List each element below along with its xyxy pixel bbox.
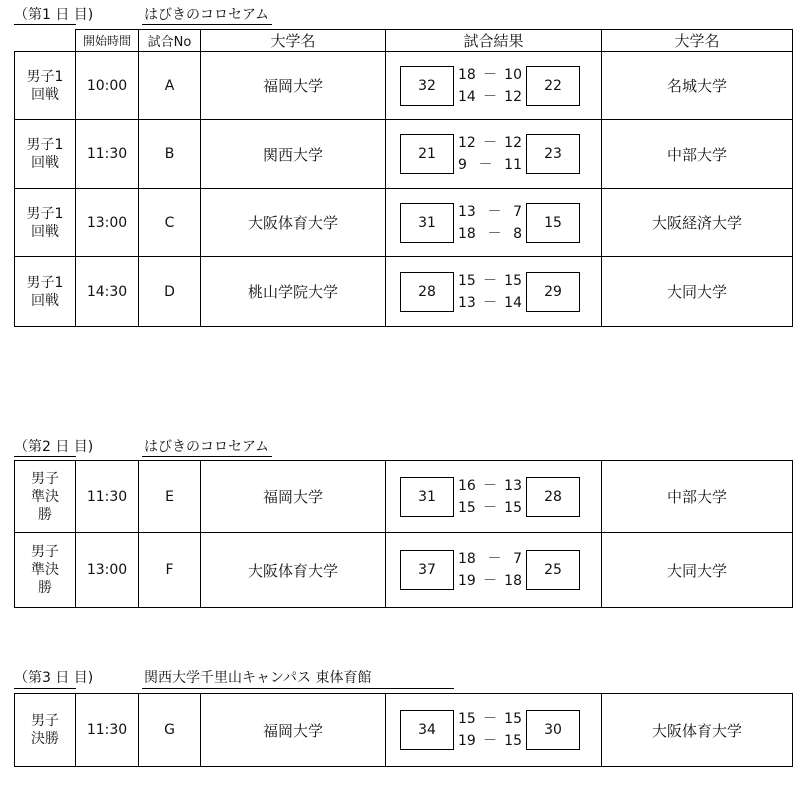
- team2-name: 大阪体育大学: [602, 694, 793, 767]
- half-score-team1: 19: [458, 573, 476, 589]
- round-line: 勝: [38, 580, 52, 596]
- result-cell: [386, 461, 602, 533]
- result-cell: [386, 52, 602, 120]
- half-score-line: [458, 64, 522, 86]
- half-score-team2: 14: [504, 294, 522, 311]
- match-row: [15, 461, 793, 533]
- half-score-team2: 7: [513, 551, 522, 567]
- team2-name: 大阪経済大学: [602, 189, 793, 257]
- team2-total-score: 30: [526, 710, 580, 750]
- match-row: [15, 189, 793, 257]
- result-cell: [386, 533, 602, 608]
- half-score-line: [458, 223, 522, 245]
- round-line: 決勝: [31, 731, 59, 747]
- team1-total-score: 32: [400, 66, 454, 106]
- score-dash: －: [487, 551, 502, 567]
- half-score-team2: 15: [504, 711, 522, 727]
- half-scores: [458, 64, 522, 108]
- time-cell: 10:00: [76, 52, 139, 120]
- half-score-team1: 9: [458, 157, 467, 173]
- result-cell: [386, 257, 602, 327]
- half-score-team1: 13: [458, 294, 476, 311]
- half-scores: [458, 201, 522, 245]
- half-score-line: [458, 475, 522, 497]
- half-score-line: [458, 497, 522, 519]
- half-score-team1: 12: [458, 135, 476, 151]
- team1-name: 桃山学院大学: [201, 257, 386, 327]
- round-cell: [15, 52, 76, 120]
- time-cell: 14:30: [76, 257, 139, 327]
- team2-name: 中部大学: [602, 461, 793, 533]
- team1-name: 福岡大学: [201, 52, 386, 120]
- half-score-team1: 15: [458, 711, 476, 727]
- half-scores: [458, 548, 522, 592]
- round-line: 男子1: [26, 205, 64, 222]
- half-score-team2: 15: [504, 499, 522, 516]
- team1-total-score: 34: [400, 710, 454, 750]
- half-score-line: [458, 270, 522, 292]
- round-cell: [15, 461, 76, 533]
- time-cell: 11:30: [76, 120, 139, 189]
- col-match-no: 試合No: [139, 30, 201, 52]
- score-dash: －: [483, 294, 497, 311]
- match-no-cell: B: [139, 120, 201, 189]
- half-score-team2: 8: [513, 225, 522, 242]
- team2-total-score: 29: [526, 272, 580, 312]
- underline: [142, 456, 272, 457]
- day2-label: （第2 日 目): [14, 439, 94, 455]
- time-cell: 11:30: [76, 694, 139, 767]
- underline: [142, 688, 454, 689]
- underline: [14, 456, 76, 457]
- team1-name: 福岡大学: [201, 461, 386, 533]
- half-scores: [458, 132, 522, 176]
- round-cell: [15, 189, 76, 257]
- score-dash: －: [487, 203, 502, 220]
- underline: [142, 24, 272, 25]
- score-dash: －: [483, 135, 497, 151]
- day3-table: [14, 693, 793, 767]
- team1-name: 大阪体育大学: [201, 189, 386, 257]
- half-score-team1: 15: [458, 272, 476, 289]
- score-dash: －: [483, 66, 497, 83]
- day1-label: （第1 日 目): [14, 7, 94, 23]
- day3-label: （第3 日 目): [14, 670, 94, 686]
- team2-name: 中部大学: [602, 120, 793, 189]
- half-score-team1: 14: [458, 88, 476, 105]
- match-no-cell: C: [139, 189, 201, 257]
- match-no-cell: F: [139, 533, 201, 608]
- half-score-team1: 19: [458, 733, 476, 749]
- half-score-team2: 7: [513, 203, 522, 220]
- round-line: 回戦: [31, 223, 59, 240]
- time-cell: 11:30: [76, 461, 139, 533]
- team1-total-score: 37: [400, 550, 454, 590]
- score-dash: －: [478, 157, 493, 173]
- half-score-team2: 15: [504, 272, 522, 289]
- result-cell: [386, 120, 602, 189]
- match-no-cell: E: [139, 461, 201, 533]
- half-score-team1: 18: [458, 551, 476, 567]
- round-cell: [15, 533, 76, 608]
- half-score-line: [458, 86, 522, 108]
- half-score-line: [458, 548, 522, 570]
- half-score-line: [458, 292, 522, 314]
- round-line: 男子: [31, 713, 59, 729]
- underline: [14, 688, 76, 689]
- match-no-cell: D: [139, 257, 201, 327]
- header-row: [15, 30, 793, 52]
- half-scores: [458, 475, 522, 519]
- col-univ2: 大学名: [602, 30, 793, 52]
- team2-total-score: 28: [526, 477, 580, 517]
- round-cell: [15, 694, 76, 767]
- result-cell: [386, 189, 602, 257]
- score-dash: －: [487, 225, 502, 242]
- half-score-team2: 13: [504, 477, 522, 494]
- team1-name: 関西大学: [201, 120, 386, 189]
- col-start-time: 開始時間: [76, 30, 139, 52]
- match-row: [15, 120, 793, 189]
- match-no-cell: G: [139, 694, 201, 767]
- round-line: 男子1: [26, 137, 64, 153]
- half-score-team2: 18: [504, 573, 522, 589]
- round-line: 男子: [31, 544, 59, 560]
- team2-name: 大同大学: [602, 533, 793, 608]
- round-line: 男子1: [26, 274, 64, 291]
- score-dash: －: [483, 477, 497, 494]
- round-line: 準決: [31, 562, 59, 578]
- half-score-team1: 15: [458, 499, 476, 516]
- col-result: 試合結果: [386, 30, 602, 52]
- team2-total-score: 25: [526, 550, 580, 590]
- day2-venue: はびきのコロセアム: [144, 439, 270, 455]
- round-line: 男子1: [26, 68, 64, 85]
- match-row: [15, 257, 793, 327]
- half-score-team2: 12: [504, 135, 522, 151]
- team1-total-score: 31: [400, 477, 454, 517]
- half-score-line: [458, 154, 522, 176]
- day3-venue: 関西大学千里山キャンパス 東体育館: [144, 670, 372, 686]
- half-score-line: [458, 132, 522, 154]
- half-score-team2: 10: [504, 66, 522, 83]
- round-cell: [15, 120, 76, 189]
- match-row: [15, 694, 793, 767]
- team1-name: 福岡大学: [201, 694, 386, 767]
- half-score-line: [458, 708, 522, 730]
- score-dash: －: [483, 733, 497, 749]
- day1-table: [14, 29, 793, 327]
- team1-total-score: 21: [400, 134, 454, 174]
- time-cell: 13:00: [76, 533, 139, 608]
- half-score-line: [458, 730, 522, 752]
- team2-name: 名城大学: [602, 52, 793, 120]
- round-cell: [15, 257, 76, 327]
- time-cell: 13:00: [76, 189, 139, 257]
- half-score-team2: 11: [504, 157, 522, 173]
- result-cell: [386, 694, 602, 767]
- half-score-team1: 18: [458, 225, 476, 242]
- score-dash: －: [483, 573, 497, 589]
- team1-total-score: 28: [400, 272, 454, 312]
- half-score-line: [458, 201, 522, 223]
- team1-name: 大阪体育大学: [201, 533, 386, 608]
- day2-table: [14, 460, 793, 608]
- half-score-team2: 12: [504, 88, 522, 105]
- score-dash: －: [483, 499, 497, 516]
- match-no-cell: A: [139, 52, 201, 120]
- half-score-team1: 13: [458, 203, 476, 220]
- half-score-team1: 18: [458, 66, 476, 83]
- team2-total-score: 23: [526, 134, 580, 174]
- round-line: 回戦: [31, 86, 59, 103]
- team1-total-score: 31: [400, 203, 454, 243]
- round-line: 勝: [38, 506, 52, 523]
- underline: [14, 24, 76, 25]
- half-scores: [458, 708, 522, 752]
- score-dash: －: [483, 88, 497, 105]
- round-line: 回戦: [31, 292, 59, 309]
- team2-total-score: 15: [526, 203, 580, 243]
- match-row: [15, 533, 793, 608]
- half-score-team1: 16: [458, 477, 476, 494]
- match-row: [15, 52, 793, 120]
- round-line: 男子: [31, 470, 59, 487]
- score-dash: －: [483, 272, 497, 289]
- day1-venue: はびきのコロセアム: [144, 7, 270, 23]
- round-line: 回戦: [31, 155, 59, 171]
- half-scores: [458, 270, 522, 314]
- col-univ: 大学名: [201, 30, 386, 52]
- team2-total-score: 22: [526, 66, 580, 106]
- score-dash: －: [483, 711, 497, 727]
- half-score-line: [458, 570, 522, 592]
- half-score-team2: 15: [504, 733, 522, 749]
- round-line: 準決: [31, 488, 59, 505]
- team2-name: 大同大学: [602, 257, 793, 327]
